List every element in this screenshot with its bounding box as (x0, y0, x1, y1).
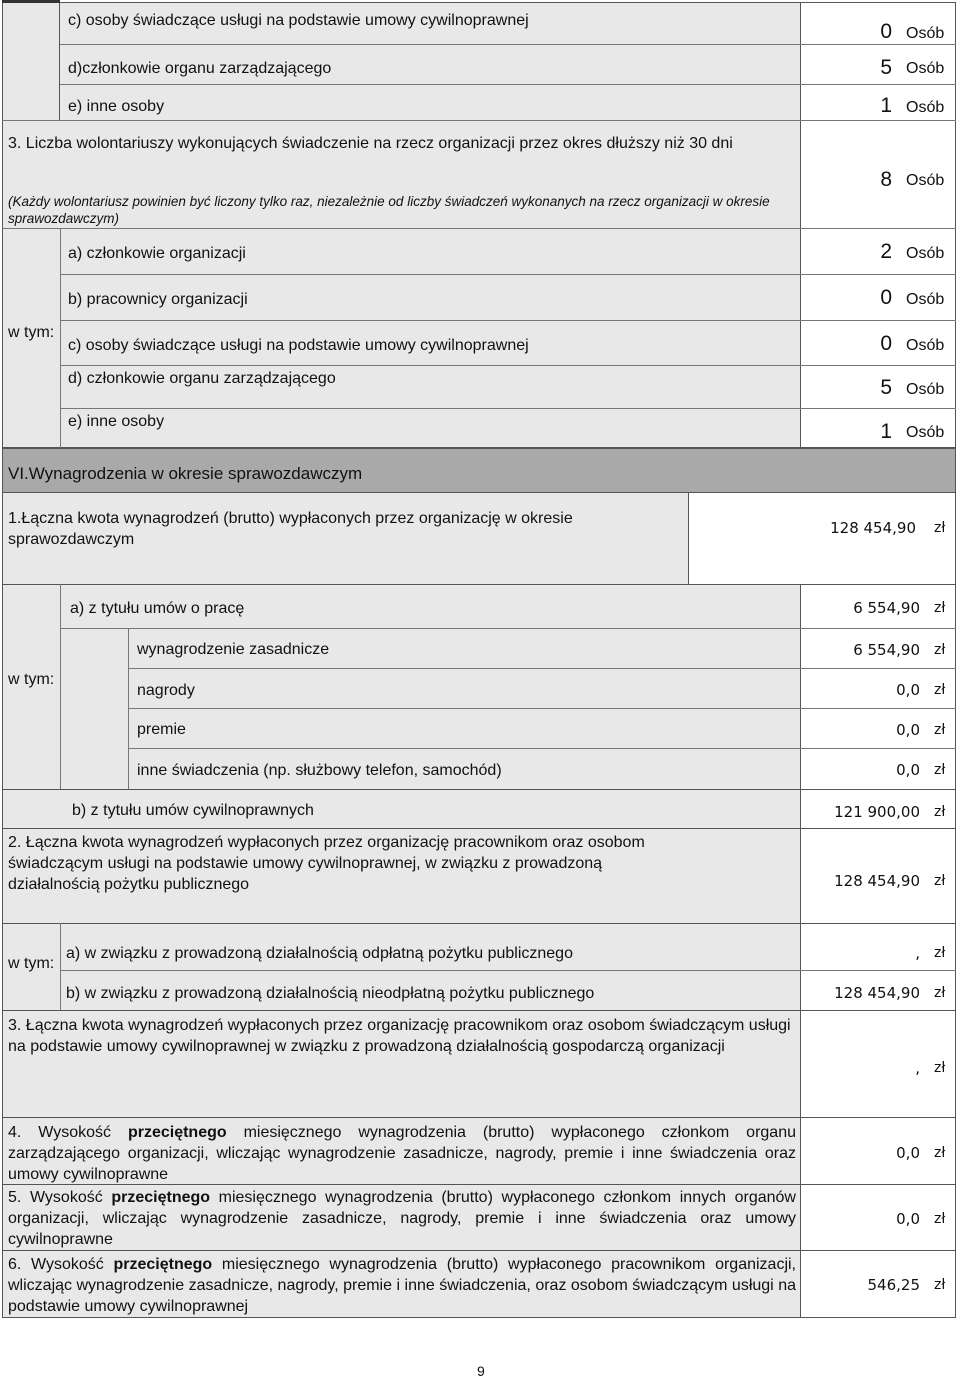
q2a-label: a) w związku z prowadzoną działalnością odpłatną pożytku publicznego (66, 945, 573, 962)
q1-a-sub4-unit: zł (934, 762, 946, 778)
q1-a-sub4-amount: 0,0 (896, 761, 920, 779)
q1-b-amount: 121 900,00 (834, 803, 920, 821)
q1-wtym-label: w tym: (8, 671, 55, 688)
top-row-e-label: e) inne osoby (68, 98, 165, 115)
top-row-c-unit: Osób (906, 25, 945, 42)
q3-wages-unit: zł (934, 1060, 946, 1076)
q5-amount: 0,0 (896, 1210, 920, 1228)
q1-a-sub2-label: nagrody (137, 682, 195, 699)
q1-a-unit: zł (934, 600, 946, 616)
q3-row-d-label: d) członkowie organu zarządzającego (68, 370, 336, 387)
q2-wtym-label: w tym: (8, 955, 55, 972)
top-row-d-unit: Osób (906, 60, 945, 77)
q3-row-d-value: 5 (880, 376, 892, 399)
q6-label-bold: przeciętnego (113, 1256, 213, 1273)
q3-row-e-unit: Osób (906, 424, 945, 441)
q6-label-post: miesięcznego wynagrodzenia (brutto) wypłaconego pracownikom organizacji, wliczając wynagrodzenie zasadnicze, nagrody, premie i inne świadczenia, oraz osobom świadczącym usługi na podstawie umowy cywilnoprawnej (8, 1256, 796, 1315)
q2-label: 2. Łączna kwota wynagrodzeń wypłaconych przez organizację pracownikom oraz osobom świadczącym usługi na podstawie umowy cywilnoprawnej, w związku z prowadzoną działalnością pożytku publicznego (8, 834, 645, 893)
q3-row-b-value: 0 (880, 286, 892, 309)
top-edge-marker (2, 0, 60, 3)
q5-label (8, 1187, 796, 1250)
q1-a-sub3-label: premie (137, 721, 186, 738)
q5-label-bold: przeciętnego (111, 1189, 211, 1206)
q1-a-sub3-amount: 0,0 (896, 721, 920, 739)
q2a-amount: , (915, 944, 920, 962)
q1-b-label: b) z tytułu umów cywilnoprawnych (72, 802, 314, 819)
q2-amount: 128 454,90 (834, 872, 920, 890)
q6-label (8, 1254, 796, 1317)
q1-value-cell (688, 492, 956, 585)
q2b-unit: zł (934, 985, 946, 1001)
q1-a-amount: 6 554,90 (853, 599, 920, 617)
q4-label-bold: przeciętnego (127, 1124, 227, 1141)
top-row-c-label: c) osoby świadczące usługi na podstawie umowy cywilnoprawnej (68, 12, 529, 29)
q2b-label: b) w związku z prowadzoną działalnością nieodpłatną pożytku publicznego (66, 985, 595, 1002)
top-row-d-label: d)członkowie organu zarządzającego (68, 60, 332, 77)
q1-label: 1.Łączna kwota wynagrodzeń (brutto) wypłaconych przez organizację w okresie sprawozdawczym (8, 510, 573, 548)
top-row-e-value: 1 (880, 94, 892, 117)
q5-label-post: miesięcznego wynagrodzenia (brutto) wypłaconego członkom innych organów organizacji, wliczając wynagrodzenie zasadnicze, nagrody, premie i inne świadczenia oraz umowy cywilnoprawne (8, 1189, 796, 1248)
q6-label-pre: 6. Wysokość (8, 1256, 114, 1273)
q6-unit: zł (934, 1277, 946, 1293)
q4-unit: zł (934, 1145, 946, 1161)
q3-row-c-unit: Osób (906, 337, 945, 354)
top-row-d-value: 5 (880, 56, 892, 79)
section-vi-heading: VI.Wynagrodzenia w okresie sprawozdawczym (8, 464, 363, 483)
q3-row-a-value: 2 (880, 240, 892, 263)
q4-label (8, 1122, 796, 1185)
q3-wages-amount: , (915, 1059, 920, 1077)
q1-a-sub1-amount: 6 554,90 (853, 641, 920, 659)
q3-row-a-label: a) członkowie organizacji (68, 245, 246, 262)
q3-row-b-label: b) pracownicy organizacji (68, 291, 248, 308)
q1-a-sub1-unit: zł (934, 642, 946, 658)
q1-unit: zł (934, 520, 946, 536)
q3-row-e-label: e) inne osoby (68, 413, 165, 430)
q6-amount: 546,25 (867, 1276, 920, 1294)
q3-row-a-unit: Osób (906, 245, 945, 262)
q3-unit: Osób (906, 172, 945, 189)
left-column-marker (2, 2, 60, 120)
q1-b-unit: zł (934, 804, 946, 820)
q1-a-sub4-label: inne świadczenia (np. służbowy telefon, samochód) (137, 762, 502, 779)
q4-amount: 0,0 (896, 1144, 920, 1162)
top-row-c-value: 0 (880, 20, 892, 43)
page-number: 9 (477, 1363, 485, 1379)
q3-note: (Każdy wolontariusz powinien być liczony tylko raz, niezależnie od liczby świadczeń wykonanych na rzecz organizacji w okresie sprawozdawczym) (8, 194, 770, 226)
q1-a-label: a) z tytułu umów o pracę (70, 600, 245, 617)
q1-a-sub2-amount: 0,0 (896, 681, 920, 699)
q5-label-pre: 5. Wysokość (8, 1189, 112, 1206)
q2b-amount: 128 454,90 (834, 984, 920, 1002)
q4-label-post: miesięcznego wynagrodzenia (brutto) wypłaconego członkom organu zarządzającego organizacji, wliczając wynagrodzenie zasadnicze, nagrody, premie i inne świadczenia oraz umowy cywilnoprawne (8, 1124, 796, 1183)
q3-wages-label: 3. Łączna kwota wynagrodzeń wypłaconych przez organizację pracownikom oraz osobom świadczącym usługi na podstawie umowy cywilnoprawnej w związku z prowadzoną działalnością gospodarczą organizacji (8, 1017, 791, 1055)
q3-row-b-unit: Osób (906, 291, 945, 308)
q1-a-sub3-unit: zł (934, 722, 946, 738)
q3-row-e-value: 1 (880, 420, 892, 443)
q4-label-pre: 4. Wysokość (8, 1124, 128, 1141)
top-row-e-unit: Osób (906, 99, 945, 116)
q3-row-d-unit: Osób (906, 381, 945, 398)
q2-unit: zł (934, 873, 946, 889)
q3-value: 8 (880, 168, 892, 191)
q2a-unit: zł (934, 945, 946, 961)
q3-wtym-label: w tym: (8, 324, 55, 341)
q5-unit: zł (934, 1211, 946, 1227)
q1-amount: 128 454,90 (830, 519, 916, 537)
q3-title: 3. Liczba wolontariuszy wykonujących świadczenie na rzecz organizacji przez okres dłuższy niż 30 dni (8, 135, 733, 152)
q3-row-c-value: 0 (880, 332, 892, 355)
q1-a-sub1-label: wynagrodzenie zasadnicze (137, 641, 330, 658)
q3-row-c-label: c) osoby świadczące usługi na podstawie umowy cywilnoprawnej (68, 337, 529, 354)
q1-a-sub2-unit: zł (934, 682, 946, 698)
